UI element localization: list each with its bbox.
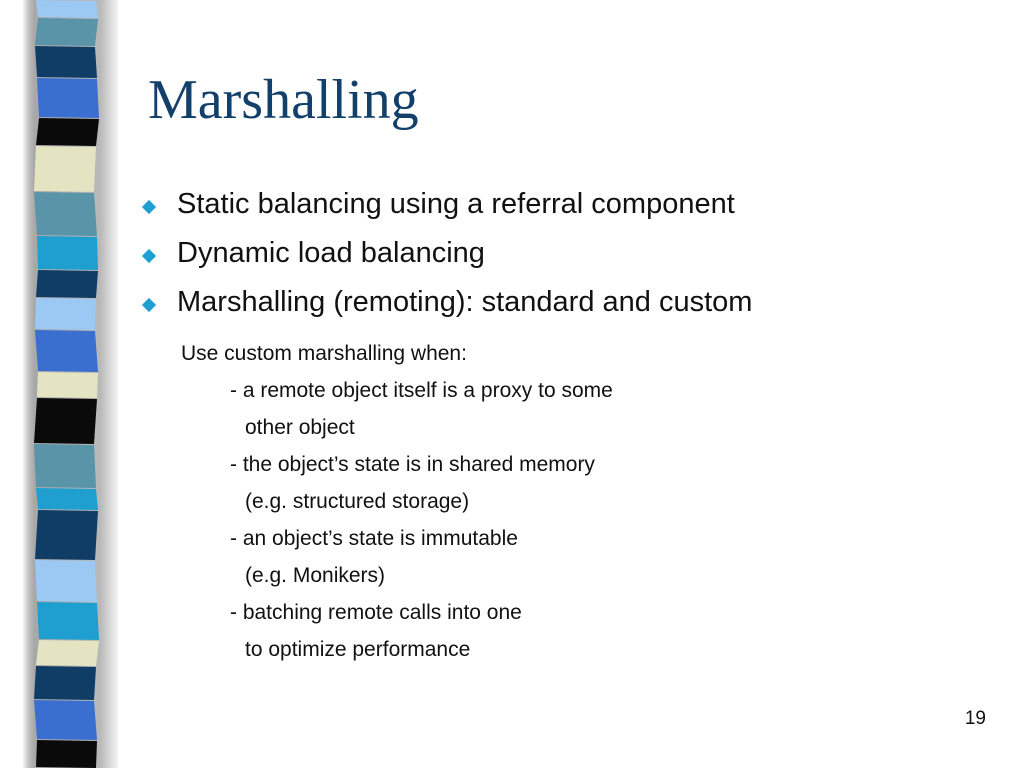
decorative-stripe-band xyxy=(35,510,98,560)
decorative-stripe-panel xyxy=(0,0,118,768)
decorative-stripe-band xyxy=(37,78,99,118)
bullet-item xyxy=(140,286,1000,335)
decorative-stripe-band xyxy=(35,46,97,78)
sub-item-line: - the object’s state is in shared memory xyxy=(230,453,595,476)
decorative-stripe-band xyxy=(36,270,98,298)
decorative-stripe-band xyxy=(34,700,97,740)
decorative-stripe-band xyxy=(34,666,96,700)
decorative-stripe-band xyxy=(36,740,97,768)
sub-heading: Use custom marshalling when: xyxy=(181,342,467,365)
decorative-stripes xyxy=(0,0,118,768)
bullet-item xyxy=(140,188,1000,237)
decorative-stripe-band xyxy=(35,18,98,46)
decorative-stripe-band xyxy=(37,602,99,640)
page-number: 19 xyxy=(964,708,986,729)
decorative-stripe-band xyxy=(36,640,99,666)
decorative-stripe-band xyxy=(36,118,99,146)
diamond-bullet-icon xyxy=(142,298,156,312)
bullet-text: Marshalling (remoting): standard and custom xyxy=(177,286,753,318)
decorative-stripe-band xyxy=(34,192,97,236)
decorative-stripe-band xyxy=(35,560,97,602)
bullet-list xyxy=(140,188,1000,335)
bullet-item xyxy=(140,237,1000,286)
sub-item-line: (e.g. Monikers) xyxy=(245,564,386,587)
slide-title: Marshalling xyxy=(148,69,419,131)
sub-item-line: - batching remote calls into one xyxy=(230,601,522,624)
decorative-stripe-band xyxy=(34,146,96,192)
decorative-stripe-band xyxy=(36,0,98,18)
decorative-stripe-band xyxy=(35,298,96,330)
decorative-stripe-band xyxy=(36,488,98,510)
decorative-stripe-band xyxy=(37,236,98,270)
sub-item-line: other object xyxy=(245,416,355,439)
sub-item-line: - an object’s state is immutable xyxy=(230,527,518,550)
bullet-text: Static balancing using a referral component xyxy=(177,188,735,220)
decorative-stripe-band xyxy=(35,330,98,372)
sub-item-line: (e.g. structured storage) xyxy=(245,490,470,513)
sub-item-line: to optimize performance xyxy=(245,638,471,661)
decorative-stripe-band xyxy=(34,398,97,444)
decorative-stripe-band xyxy=(34,444,96,488)
diamond-bullet-icon xyxy=(142,249,156,263)
sub-item-line: - a remote object itself is a proxy to some xyxy=(230,379,613,402)
decorative-stripe-band xyxy=(37,372,98,398)
bullet-text: Dynamic load balancing xyxy=(177,237,485,269)
diamond-bullet-icon xyxy=(142,200,156,214)
